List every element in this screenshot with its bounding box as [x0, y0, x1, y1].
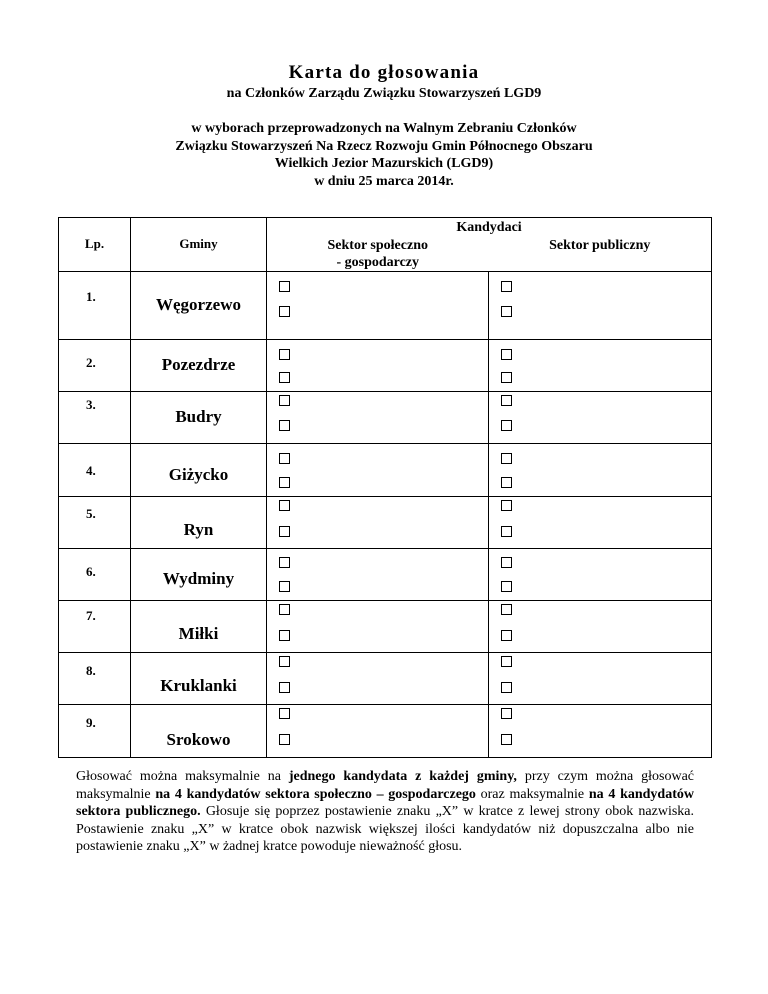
public-sector-boxes [489, 443, 712, 496]
social-sector-boxes [267, 496, 489, 548]
row-number: 8. [59, 652, 131, 704]
vote-checkbox[interactable] [279, 581, 290, 592]
table-row [59, 443, 712, 496]
vote-checkbox[interactable] [501, 395, 512, 406]
ballot-title: Karta do głosowania [288, 62, 480, 83]
header-gminy: Gminy [131, 218, 267, 272]
table-row [59, 704, 712, 757]
election-info-line: Wielkich Jezior Mazurskich (LGD9) [274, 156, 494, 171]
instructions-emphasis: jednego kandydata z każdej gminy, [288, 769, 517, 784]
vote-checkbox[interactable] [279, 526, 290, 537]
table-row [59, 271, 712, 339]
table-row [59, 496, 712, 548]
vote-checkbox[interactable] [501, 630, 512, 641]
vote-checkbox[interactable] [501, 708, 512, 719]
instructions-text: Głosować można maksymalnie na [76, 769, 289, 784]
municipality-name: Pozezdrze [131, 339, 267, 391]
voting-instructions [76, 768, 694, 856]
vote-checkbox[interactable] [501, 306, 512, 317]
row-number: 3. [59, 391, 131, 443]
row-number: 1. [59, 271, 131, 339]
vote-checkbox[interactable] [501, 281, 512, 292]
vote-checkbox[interactable] [501, 453, 512, 464]
vote-checkbox[interactable] [279, 682, 290, 693]
vote-checkbox[interactable] [279, 372, 290, 383]
social-sector-boxes [267, 443, 489, 496]
row-number: 7. [59, 600, 131, 652]
social-sector-boxes [267, 271, 489, 339]
table-row [59, 652, 712, 704]
vote-checkbox[interactable] [501, 682, 512, 693]
municipality-name: Kruklanki [131, 652, 267, 704]
header-sector-public: Sektor publiczny [489, 237, 712, 272]
instructions-emphasis: na 4 kandydatów sektora publicznego. [76, 786, 694, 819]
election-info-line: w wyborach przeprowadzonych na Walnym Zebraniu Członków [191, 121, 577, 136]
instructions-text: Głosuje się poprzez postawienie znaku „X” w kratce z lewej strony obok nazwiska. Postawienie znaku „X” w kratce obok nazwisk większej ilości kandydatów niż dopuszczalna albo nie postawienie znaku „X” w żadnej kratce powoduje nieważność głosu. [76, 804, 695, 854]
public-sector-boxes [489, 271, 712, 339]
vote-checkbox[interactable] [501, 656, 512, 667]
public-sector-boxes [489, 339, 712, 391]
vote-checkbox[interactable] [279, 306, 290, 317]
ballot-subtitle: na Członków Zarządu Związku Stowarzyszeń LGD9 [226, 86, 542, 101]
social-sector-boxes [267, 600, 489, 652]
vote-checkbox[interactable] [279, 604, 290, 615]
social-sector-boxes [267, 548, 489, 600]
public-sector-boxes [489, 704, 712, 757]
vote-checkbox[interactable] [501, 604, 512, 615]
vote-checkbox[interactable] [279, 630, 290, 641]
vote-checkbox[interactable] [501, 581, 512, 592]
row-number: 9. [59, 704, 131, 757]
vote-checkbox[interactable] [279, 734, 290, 745]
election-date-line: w dniu 25 marca 2014r. [314, 173, 454, 189]
vote-checkbox[interactable] [501, 526, 512, 537]
municipality-name: Giżycko [131, 443, 267, 496]
vote-checkbox[interactable] [501, 734, 512, 745]
vote-checkbox[interactable] [501, 557, 512, 568]
vote-checkbox[interactable] [279, 420, 290, 431]
header-sector-social [267, 237, 489, 272]
public-sector-boxes [489, 496, 712, 548]
social-sector-boxes [267, 652, 489, 704]
vote-checkbox[interactable] [279, 557, 290, 568]
municipality-name: Wydminy [131, 548, 267, 600]
public-sector-boxes [489, 391, 712, 443]
vote-checkbox[interactable] [279, 395, 290, 406]
social-sector-boxes [267, 704, 489, 757]
vote-checkbox[interactable] [279, 500, 290, 511]
table-row [59, 391, 712, 443]
municipality-name: Srokowo [131, 704, 267, 757]
row-number: 4. [59, 443, 131, 496]
header-kandydaci: Kandydaci [267, 218, 712, 237]
election-info-line: Związku Stowarzyszeń Na Rzecz Rozwoju Gmin Północnego Obszaru [175, 138, 593, 154]
row-number: 6. [59, 548, 131, 600]
vote-checkbox[interactable] [279, 453, 290, 464]
municipality-name: Węgorzewo [131, 271, 267, 339]
public-sector-boxes [489, 600, 712, 652]
sector-social-line: - gospodarczy [336, 254, 420, 270]
row-number: 2. [59, 339, 131, 391]
vote-checkbox[interactable] [279, 281, 290, 292]
vote-checkbox[interactable] [279, 349, 290, 360]
row-number: 5. [59, 496, 131, 548]
vote-checkbox[interactable] [501, 477, 512, 488]
vote-checkbox[interactable] [279, 708, 290, 719]
vote-checkbox[interactable] [501, 420, 512, 431]
vote-checkbox[interactable] [501, 500, 512, 511]
vote-checkbox[interactable] [279, 477, 290, 488]
municipality-name: Ryn [131, 496, 267, 548]
vote-checkbox[interactable] [501, 372, 512, 383]
municipality-name: Budry [131, 391, 267, 443]
instructions-text: oraz maksymalnie [475, 786, 589, 802]
table-row [59, 600, 712, 652]
public-sector-boxes [489, 652, 712, 704]
table-row [59, 548, 712, 600]
table-row [59, 339, 712, 391]
sector-social-line: Sektor społeczno [327, 237, 428, 253]
header-lp: Lp. [59, 218, 131, 272]
social-sector-boxes [267, 339, 489, 391]
vote-checkbox[interactable] [279, 656, 290, 667]
social-sector-boxes [267, 391, 489, 443]
vote-checkbox[interactable] [501, 349, 512, 360]
public-sector-boxes [489, 548, 712, 600]
election-info [0, 120, 768, 190]
municipality-name: Miłki [131, 600, 267, 652]
instructions-text: przy czym można głosować maksymalnie [76, 769, 694, 802]
instructions-emphasis: na 4 kandydatów sektora społeczno – gospodarczego [155, 786, 476, 802]
ballot-table [58, 217, 712, 758]
